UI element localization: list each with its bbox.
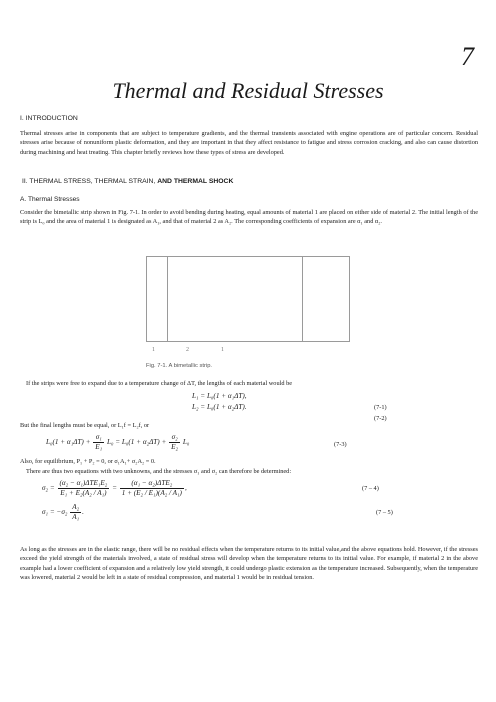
section-heading-thermal-stress — [22, 179, 233, 186]
section-heading-bold: AND THERMAL SHOCK — [157, 178, 234, 185]
eq4-frac1-den: E₁ + E₂(A₂ / A₁) — [60, 488, 107, 497]
eq3-left: L₀(1 + α₁ΔT) + — [46, 437, 91, 446]
eq4-equals: = — [112, 483, 117, 492]
eq3-mid: L₀ = L₀(1 + α₂ΔT) + — [106, 437, 167, 446]
eq5-frac-den: A₁ — [72, 512, 80, 521]
equation-7-1: L₁ = L₀(1 + α₁ΔT), — [192, 392, 247, 400]
equation-number-7-3: (7-3) — [334, 441, 347, 448]
equation-number-7-1: (7-1) — [374, 404, 387, 411]
equation-number-7-5: (7 – 5) — [376, 509, 393, 516]
eq5-fraction-area — [70, 503, 81, 521]
eq3-frac1-den: E₁ — [95, 442, 103, 451]
bimetallic-paragraph: Consider the bimetallic strip shown in Fig. 7-1. In order to avoid bending during heating, equal amounts of material 1 are placed on either side of material 2. The initial length of the strip is L₀ and the area of material 1 is designated as A₁, and that of material 2 as A₂. The corresponding coefficients of expansion are α₁ and α₂. — [20, 209, 478, 226]
eq4-frac2-den: 1 + (E₂ / E₁)(A₂ / A₁) — [121, 488, 182, 497]
bimetallic-strip-figure — [146, 256, 350, 342]
eq3-frac1-num: σ₁ — [93, 433, 104, 443]
figure-label-material-1-left: 1 — [152, 347, 155, 353]
chapter-number: 7 — [461, 42, 474, 71]
equation-7-2: L₂ = L₀(1 + α₂ΔT). — [192, 403, 247, 411]
eq5-period: . — [82, 507, 84, 516]
eq4-fraction-2 — [120, 479, 184, 497]
equation-number-7-2: (7-2) — [374, 415, 387, 422]
eq4-fraction-1 — [58, 479, 110, 497]
equation-7-5 — [42, 503, 84, 521]
eq4-frac1-num: (α₂ − α₁)ΔTE₁E₂ — [59, 479, 108, 487]
free-expansion-text: If the strips were free to expand due to a temperature change of ΔT, the lengths of each material would be — [26, 380, 293, 387]
chapter-title: Thermal and Residual Stresses — [112, 78, 384, 103]
figure-label-material-2: 2 — [186, 347, 189, 353]
section-heading-plain: II. THERMAL STRESS, THERMAL STRAIN, — [22, 178, 158, 185]
eq3-frac2-den: E₂ — [171, 442, 179, 451]
eq3-frac2-num: σ₂ — [169, 433, 180, 443]
two-equations-text: There are thus two equations with two unknowns, and the stresses σ₁ and σ₂ can therefore be determined: — [26, 468, 292, 475]
equilibrium-text: Also, for equilibrium, P₁ + P₂ = 0, or σ₁A₁+ σ₂A₂ = 0. — [20, 458, 156, 465]
figure-label-material-1-right: 1 — [221, 347, 224, 353]
intro-paragraph: Thermal stresses arise in components that are subject to temperature gradients, and the thermal transients associated with engine operations are of particular concern. Residual stresses arise because of nonuniform plastic deformation, and they are important in that they affect resistance to fatigue and stress corrosion cracking, and also can cause distortion during machining and heat treating. This chapter briefly reviews how these types of stress are developed. — [20, 130, 478, 156]
equation-7-4 — [42, 479, 187, 497]
eq4-comma: , — [184, 483, 187, 492]
eq4-frac2-num: (α₁ − α₂)ΔTE₂ — [120, 479, 184, 489]
equation-7-3 — [46, 433, 189, 451]
eq3-fraction-sigma2-e2 — [169, 433, 180, 451]
strip-divider-right — [302, 257, 303, 341]
eq5-frac-num: A₂ — [72, 503, 80, 511]
figure-caption: Fig. 7-1. A bimetallic strip. — [146, 363, 213, 369]
eq3-fraction-sigma1-e1 — [93, 433, 104, 451]
section-heading-introduction: I. INTRODUCTION — [20, 115, 78, 122]
equation-number-7-4: (7 – 4) — [362, 485, 379, 492]
closing-paragraph: As long as the stresses are in the elastic range, there will be no residual effects when the temperature returns to its initial value,and the above equations hold. However, if the stresses exceed the yield strength of the materials involved, a state of residual stress will develop when the temperature returns to its initial value. For example, if material 2 in the above example had a lower coefficient of expansion and a relatively low yield strength, it could undergo plastic extension as the temperature increased. Subsequently, when the temperature was lowered, material 2 would be left in a state of residual compression, and material 1 would be in residual tension. — [20, 546, 478, 582]
final-lengths-text: But the final lengths must be equal, or L₁f = L₂f, or — [20, 422, 150, 429]
subsection-heading-thermal-stresses: A. Thermal Stresses — [20, 196, 80, 203]
strip-divider-left — [167, 257, 168, 341]
eq4-lhs: σ₂ = — [42, 483, 55, 492]
eq3-right: L₀ — [182, 437, 190, 446]
eq5-lhs: σ₁ = −σ₂ — [42, 507, 68, 516]
